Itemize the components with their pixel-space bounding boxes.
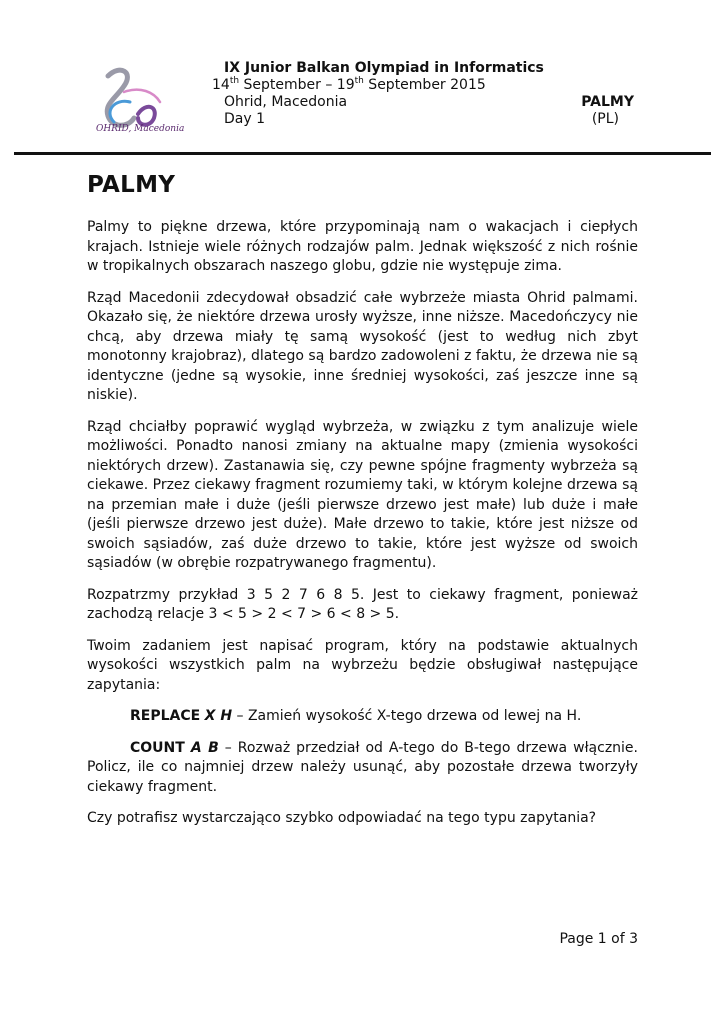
paragraph-intro: Palmy to piękne drzewa, które przypominają nam o wakacjach i ciepłych krajach. Istnieje wiele różnych rodzajów palm. Jednak większość z nich rośnie w tropikalnych obszarach naszego globu, gdzie nie występuje zima.	[87, 219, 638, 274]
end-day: 19	[336, 77, 355, 93]
page-number: Page 1 of 3	[559, 931, 638, 947]
task-statement	[87, 218, 638, 841]
olympiad-title: IX Junior Balkan Olympiad in Informatics	[224, 60, 544, 76]
header-divider	[14, 152, 711, 155]
task-name: PALMY	[581, 94, 634, 110]
start-month: September –	[239, 77, 337, 93]
document-title: PALMY	[87, 172, 176, 198]
end-day-suffix: th	[354, 76, 364, 86]
start-day: 14	[212, 77, 230, 93]
query-replace-keyword: REPLACE	[130, 708, 201, 724]
query-replace-args: X H	[204, 708, 233, 724]
competition-day: Day 1	[224, 111, 266, 127]
query-count-description: – Rozważ przedział od A-tego do B-tego drzewa włącznie. Policz, ile co najmniej drzew należy usunąć, aby pozostałe drzewa tworzyły ciekawy fragment.	[87, 739, 638, 795]
paragraph-example: Rozpatrzmy przykład 3 5 2 7 6 8 5. Jest to ciekawy fragment, ponieważ zachodzą relacje 3 < 5 > 2 < 7 > 6 < 8 > 5.	[87, 586, 638, 622]
olympiad-location: Ohrid, Macedonia	[224, 94, 348, 110]
task-language: (PL)	[591, 111, 619, 127]
query-replace-description: – Zamień wysokość X-tego drzewa od lewej na H.	[232, 708, 582, 724]
logo-caption: OHRID, Macedonia	[96, 124, 185, 134]
paragraph-interesting-fragment: Rząd chciałby poprawić wygląd wybrzeża, w związku z tym analizuje wiele możliwości. Ponadto nanosi zmiany na aktualne mapy (zmienia wysokości niektórych drzew). Zastanawia się, czy pewne spójne fragmenty wybrzeża są ciekawe. Przez ciekawy fragment rozumiemy taki, w którym kolejne drzewa są na przemian małe i duże (jeśli pierwsze drzewo jest małe) lub duże i małe (jeśli pierwsze drzewo jest duże). Małe drzewo to takie, które jest niższe od swoich sąsiadów, zaś duże drzewo to takie, które jest wyższe od swoich sąsiadów (w obrębie rozpatrywanego fragmentu).	[87, 418, 638, 571]
paragraph-closing: Czy potrafisz wystarczająco szybko odpowiadać na tego typu zapytania?	[87, 810, 597, 826]
query-count	[87, 739, 638, 798]
query-count-keyword: COUNT	[130, 739, 185, 756]
olympiad-dates	[212, 77, 486, 94]
end-month-year: September 2015	[363, 77, 486, 93]
query-count-args: A B	[190, 739, 219, 756]
paragraph-government: Rząd Macedonii zdecydował obsadzić całe wybrzeże miasta Ohrid palmami. Okazało się, że niektóre drzewa urosły wyższe, inne niższe. Macedończycy nie chcą, aby drzewa miały tę samą wysokość (jest to według nich zbyt monotonny krajobraz), dlatego są bardzo zadowoleni z faktu, że drzewa nie są identyczne (jedne są wysokie, inne średniej wysokości, zaś jeszcze inne są niskie).	[87, 289, 638, 403]
paragraph-task: Twoim zadaniem jest napisać program, który na podstawie aktualnych wysokości wszystkich palm na wybrzeżu będzie obsługiwał następujące zapytania:	[87, 637, 638, 693]
start-day-suffix: th	[229, 76, 240, 86]
query-replace	[87, 707, 638, 727]
